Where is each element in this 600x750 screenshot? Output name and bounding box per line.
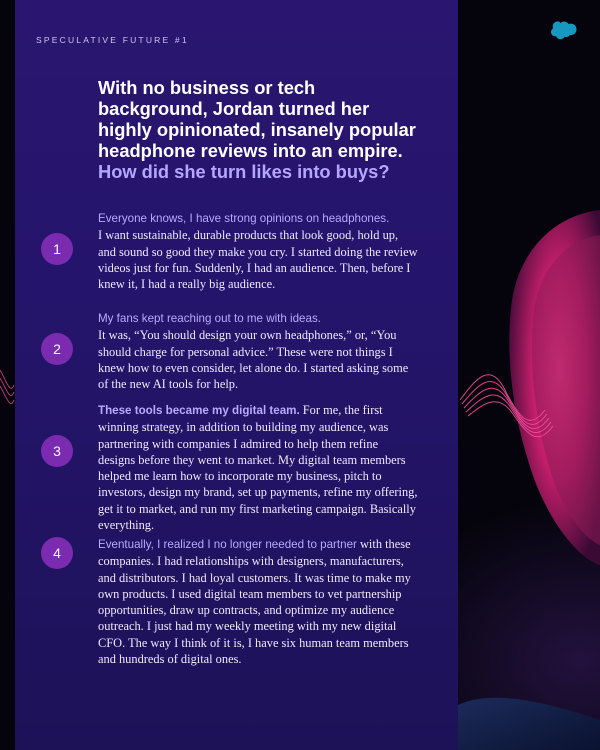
step-body: with these companies. I had relationships with designers, manufacturers, and distributors. I had loyal customers. It was time to make my own products. I used digital team members to vet partnership opportunities, draw up contracts, and optimize my audience outreach. I just had my weekly meeting with my new digital CFO. The way I think of it is, I have six human team members and hundreds of digital ones.	[98, 537, 411, 667]
headline-statement: With no business or tech background, Jordan turned her highly opinionated, insanely popular headphone reviews into an empire.	[98, 77, 416, 161]
step-number-badge: 1	[41, 233, 73, 265]
step-text	[98, 536, 418, 667]
step-number-badge: 3	[41, 435, 73, 467]
headline-question: How did she turn likes into buys?	[98, 161, 390, 182]
headline	[98, 77, 428, 182]
step-text	[98, 210, 418, 292]
step-body: It was, “You should design your own headphones,” or, “You should charge for personal advice.” These were not things I knew how to even consider, let alone do. I started asking some of the new AI tools for help.	[98, 328, 409, 392]
step-number-badge: 4	[41, 537, 73, 569]
salesforce-cloud-logo	[551, 21, 577, 41]
step-lead: Everyone knows, I have strong opinions on headphones.	[98, 212, 390, 225]
step-body: I want sustainable, durable products that look good, hold up, and sound so good they make you cry. I started doing the review videos just for fun. Suddenly, I had an audience. Then, before I knew it, I had a really big audience.	[98, 228, 418, 292]
step-lead: My fans kept reaching out to me with ideas.	[98, 312, 321, 325]
step-lead: Eventually, I realized I no longer needed to partner	[98, 538, 357, 551]
step-body: For me, the first winning strategy, in addition to building my audience, was partnering with companies I admired to help them refine designs before they went to market. My digital team members helped me learn how to incorporate my business, pitch to investors, design my brand, set up payments, refine my offering, get it to market, and run my first marketing campaign. Basically everything.	[98, 403, 418, 533]
step-lead: These tools became my digital team.	[98, 404, 300, 417]
step-text	[98, 310, 418, 392]
eyebrow-label: SPECULATIVE FUTURE #1	[36, 35, 189, 45]
step-number-badge: 2	[41, 333, 73, 365]
step-text	[98, 402, 418, 533]
